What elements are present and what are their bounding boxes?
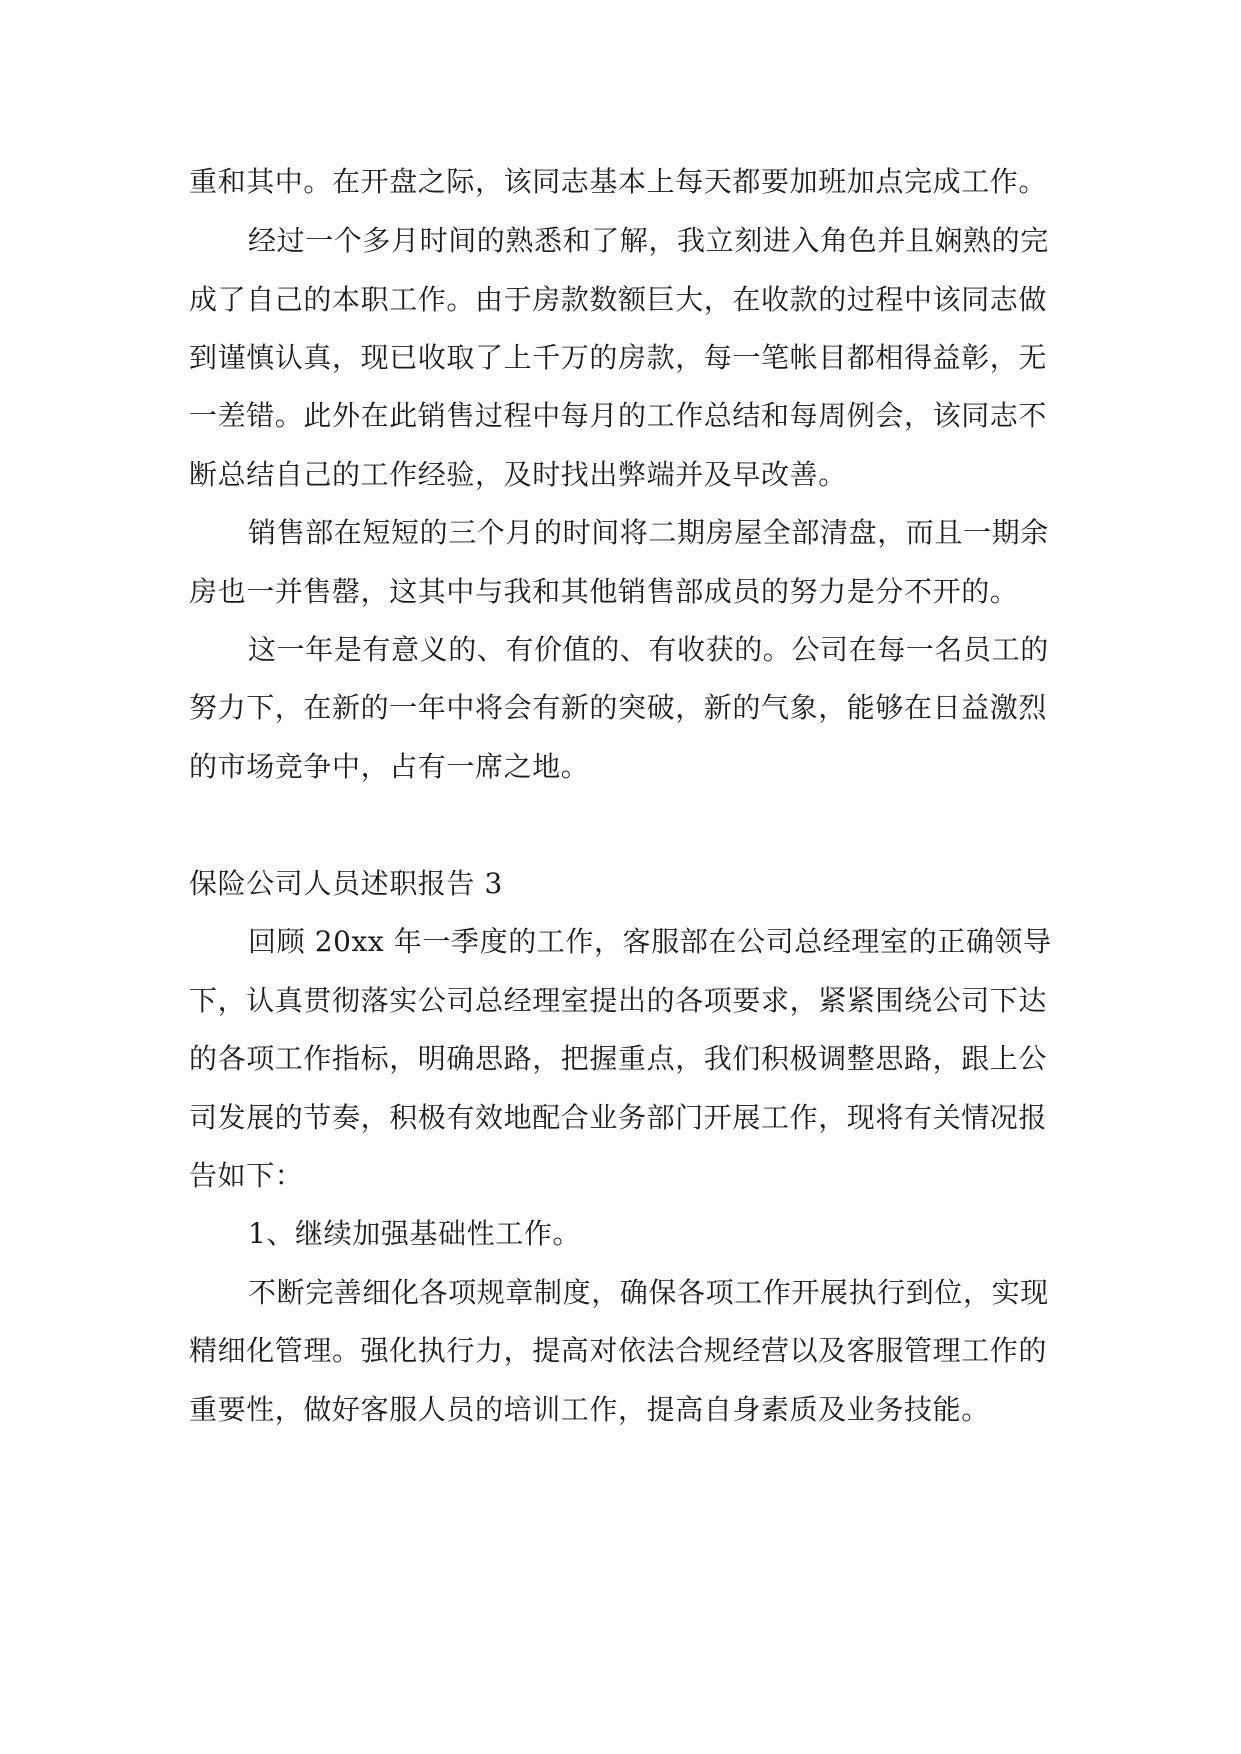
paragraph-first-line: 这一年是有意义的、有价值的、有收获的。公司在每一名员工的 (248, 633, 1049, 666)
text-line: 下，认真贯彻落实公司总经理室提出的各项要求，紧紧围绕公司下达 (189, 984, 1048, 1017)
text-line: 房也一并售罄，这其中与我和其他销售部成员的努力是分不开的。 (189, 575, 1019, 608)
text-line: 的各项工作指标，明确思路，把握重点，我们积极调整思路，跟上公 (189, 1042, 1048, 1075)
text-line: 重要性，做好客服人员的培训工作，提高自身素质及业务技能。 (189, 1393, 990, 1426)
paragraph-first-line: 销售部在短短的三个月的时间将二期房屋全部清盘，而且一期余 (248, 516, 1049, 549)
paragraph-first-line: 不断完善细化各项规章制度，确保各项工作开展执行到位，实现 (248, 1276, 1049, 1309)
paragraph-first-line: 经过一个多月时间的熟悉和了解，我立刻进入角色并且娴熟的完 (248, 224, 1049, 257)
text-line: 一差错。此外在此销售过程中每月的工作总结和每周例会，该同志不 (189, 399, 1048, 432)
text-line: 告如下： (189, 1159, 304, 1192)
text-line: 成了自己的本职工作。由于房款数额巨大，在收款的过程中该同志做 (189, 283, 1048, 316)
text-line: 的市场竞争中，占有一席之地。 (189, 750, 590, 783)
text-line: 精细化管理。强化执行力，提高对依法合规经营以及客服管理工作的 (189, 1334, 1048, 1367)
text-line: 到谨慎认真，现已收取了上千万的房款，每一笔帐目都相得益彰，无 (189, 341, 1048, 374)
text-line: 重和其中。在开盘之际，该同志基本上每天都要加班加点完成工作。 (189, 165, 1048, 198)
section-heading: 保险公司人员述职报告 3 (189, 867, 503, 900)
text-line: 断总结自己的工作经验，及时找出弊端并及早改善。 (189, 458, 847, 491)
text-line: 司发展的节奏，积极有效地配合业务部门开展工作，现将有关情况报 (189, 1101, 1048, 1134)
list-item-heading: 1、继续加强基础性工作。 (248, 1217, 582, 1250)
paragraph-first-line: 回顾 20xx 年一季度的工作，客服部在公司总经理室的正确领导 (248, 925, 1052, 958)
text-line: 努力下，在新的一年中将会有新的突破，新的气象，能够在日益激烈 (189, 691, 1048, 724)
